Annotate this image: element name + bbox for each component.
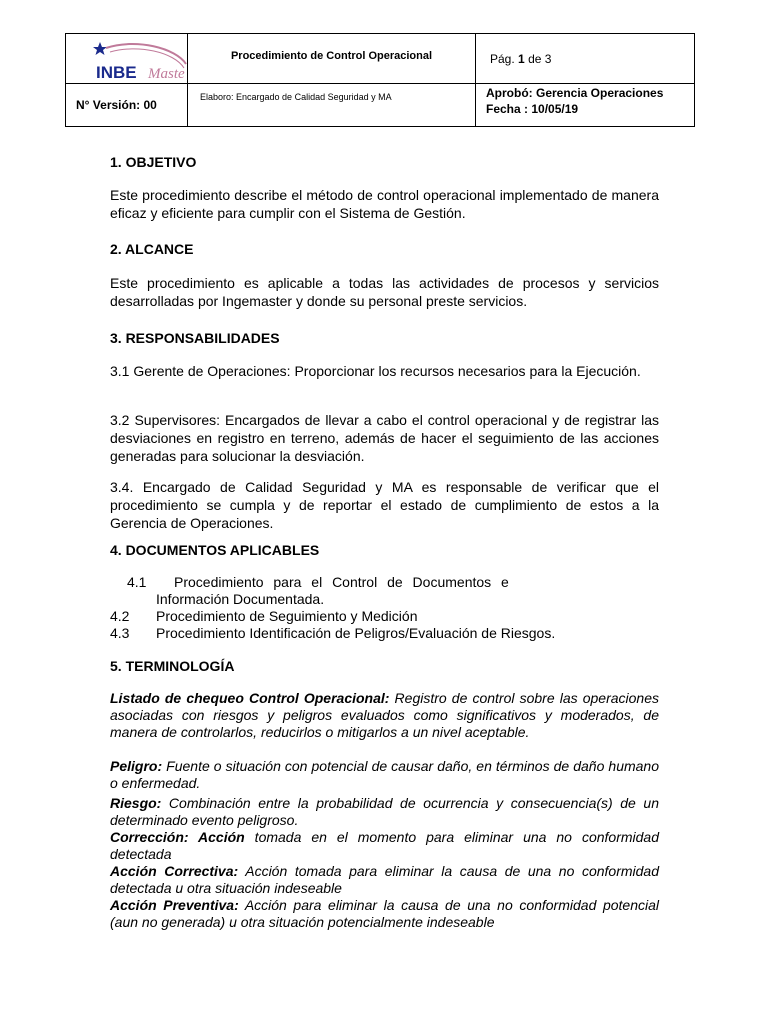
approval-block bbox=[476, 84, 695, 127]
responsabilidad-3-2: 3.2 Supervisores: Encargados de llevar a cabo el control operacional y de registrar las desviaciones en registro en terreno, además de hacer el seguimiento de las acciones generadas para solucionar la desviación. bbox=[110, 412, 659, 464]
alcance-text: Este procedimiento es aplicable a todas las actividades de procesos y servicios desarrolladas por Ingemaster y donde su personal preste servicios. bbox=[110, 275, 659, 309]
document-header bbox=[65, 33, 695, 127]
list-item-continuation: Información Documentada. bbox=[156, 591, 325, 607]
term-correccion: Corrección: Acción tomada en el momento para eliminar una no conformidad detectada bbox=[110, 829, 659, 862]
logo-icon bbox=[66, 34, 188, 84]
elaborated-by: Elaboro: Encargado de Calidad Seguridad y MA bbox=[188, 84, 476, 127]
section-title-alcance: 2. ALCANCE bbox=[110, 241, 194, 257]
page-current: 1 bbox=[518, 51, 525, 66]
section-title-objetivo: 1. OBJETIVO bbox=[110, 154, 197, 170]
term-accion-preventiva: Acción Preventiva: Acción para eliminar la causa de una no conformidad potencial (aun no generada) u otra situación potencialmente indeseable bbox=[110, 897, 659, 930]
term-accion-correctiva: Acción Correctiva: Acción tomada para eliminar la causa de una no conformidad detectada u otra situación indeseable bbox=[110, 863, 659, 896]
logo-text: INBE bbox=[96, 63, 137, 82]
list-item: 4.3 Procedimiento Identificación de Peligros/Evaluación de Riesgos. bbox=[110, 625, 556, 641]
section-title-documentos: 4. DOCUMENTOS APLICABLES bbox=[110, 542, 320, 558]
doc-date: Fecha : 10/05/19 bbox=[486, 102, 579, 116]
page-number bbox=[476, 34, 695, 84]
logo-script: Maste bbox=[148, 66, 185, 82]
page-prefix: Pág. bbox=[490, 51, 515, 66]
responsabilidad-3-4: 3.4. Encargado de Calidad Seguridad y MA es responsable de verificar que el procedimiento se cumpla y de reportar el estado de cumplimiento de estos a la Gerencia de Operaciones. bbox=[110, 479, 659, 531]
page-of: de 3 bbox=[528, 51, 552, 66]
term-peligro: Peligro: Fuente o situación con potencial de causar daño, en términos de daño humano o enfermedad. bbox=[110, 758, 659, 791]
list-item: 4.1 Procedimiento para el Control de Documentos e bbox=[127, 574, 509, 590]
approved-by: Aprobó: Gerencia Operaciones bbox=[486, 86, 664, 100]
section-title-responsabilidades: 3. RESPONSABILIDADES bbox=[110, 330, 280, 346]
version-number: N° Versión: 00 bbox=[66, 84, 188, 127]
term-riesgo: Riesgo: Combinación entre la probabilidad de ocurrencia y consecuencia(s) de un determinado evento peligroso. bbox=[110, 795, 659, 828]
section-title-terminologia: 5. TERMINOLOGÍA bbox=[110, 658, 235, 674]
objetivo-text: Este procedimiento describe el método de control operacional implementado de manera eficaz y eficiente para cumplir con el Sistema de Gestión. bbox=[110, 187, 659, 221]
list-item: 4.2 Procedimiento de Seguimiento y Medición bbox=[110, 608, 418, 624]
responsabilidad-3-1: 3.1 Gerente de Operaciones: Proporcionar los recursos necesarios para la Ejecución. bbox=[110, 363, 641, 379]
documentos-list bbox=[110, 574, 659, 642]
term-listado: Listado de chequeo Control Operacional: Registro de control sobre las operaciones asociadas con riesgos y peligros evaluados como significativos y moderados, de manera de controlarlos, reducirlos o mitigarlos a un nivel aceptable. bbox=[110, 690, 659, 740]
doc-title: Procedimiento de Control Operacional bbox=[188, 34, 476, 84]
company-logo bbox=[66, 34, 188, 84]
